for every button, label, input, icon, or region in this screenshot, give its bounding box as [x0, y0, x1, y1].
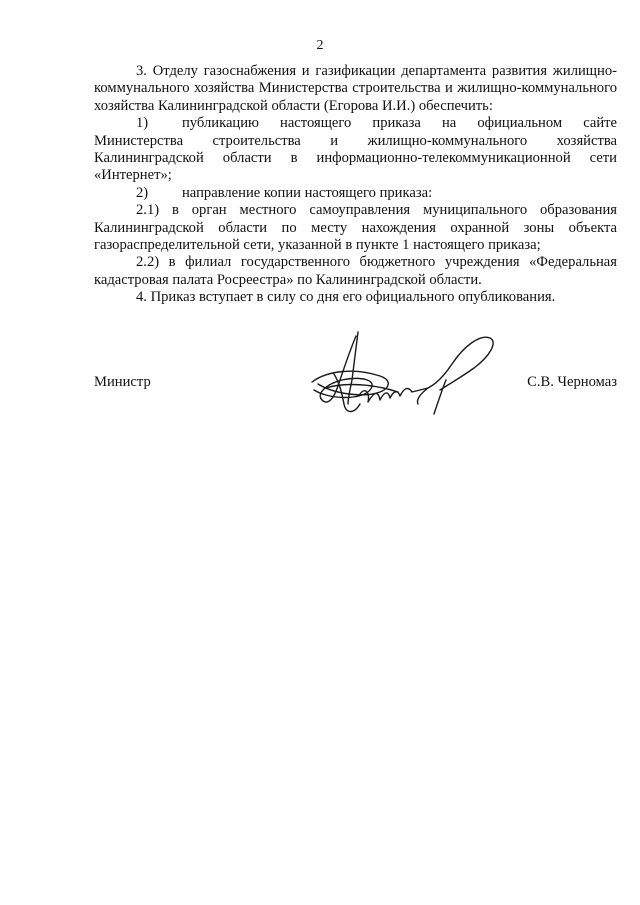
paragraph-3-item-1	[94, 115, 617, 185]
signature-block	[94, 374, 617, 394]
page-number: 2	[316, 38, 324, 53]
paragraph-3-item-2-2: 2.2) в филиал государственного бюджетного учреждения «Федеральная кадастровая палата Росреестра» по Калининградской области.	[94, 254, 617, 288]
document-body	[94, 63, 617, 307]
paragraph-3-item-2-1: 2.1) в орган местного самоуправления муниципального образования Калининградской области по месту нахождения охранной зоны объекта газораспределительной сети, указанной в пункте 1 настоящего приказа;	[94, 202, 617, 254]
paragraph-3: 3. Отделу газоснабжения и газификации департамента развития жилищно-коммунального хозяйства Министерства строительства и жилищно-коммунального хозяйства Калининградской области (Егорова И.И.) обеспечить:	[94, 63, 617, 114]
paragraph-3-item-2	[94, 185, 617, 202]
item-1-text: публикацию настоящего приказа на официальном сайте Министерства строительства и жилищно-коммунального хозяйства Калининградской области в информационно-телекоммуникационной сети «Интернет»;	[94, 115, 617, 184]
signer-name: С.В. Черномаз	[527, 374, 617, 390]
signer-position: Министр	[94, 374, 151, 390]
paragraph-4: 4. Приказ вступает в силу со дня его официального опубликования.	[136, 289, 556, 306]
item-1-label: 1)	[136, 115, 149, 132]
item-2-label: 2)	[136, 184, 149, 201]
item-2-text: направление копии настоящего приказа:	[182, 184, 433, 201]
